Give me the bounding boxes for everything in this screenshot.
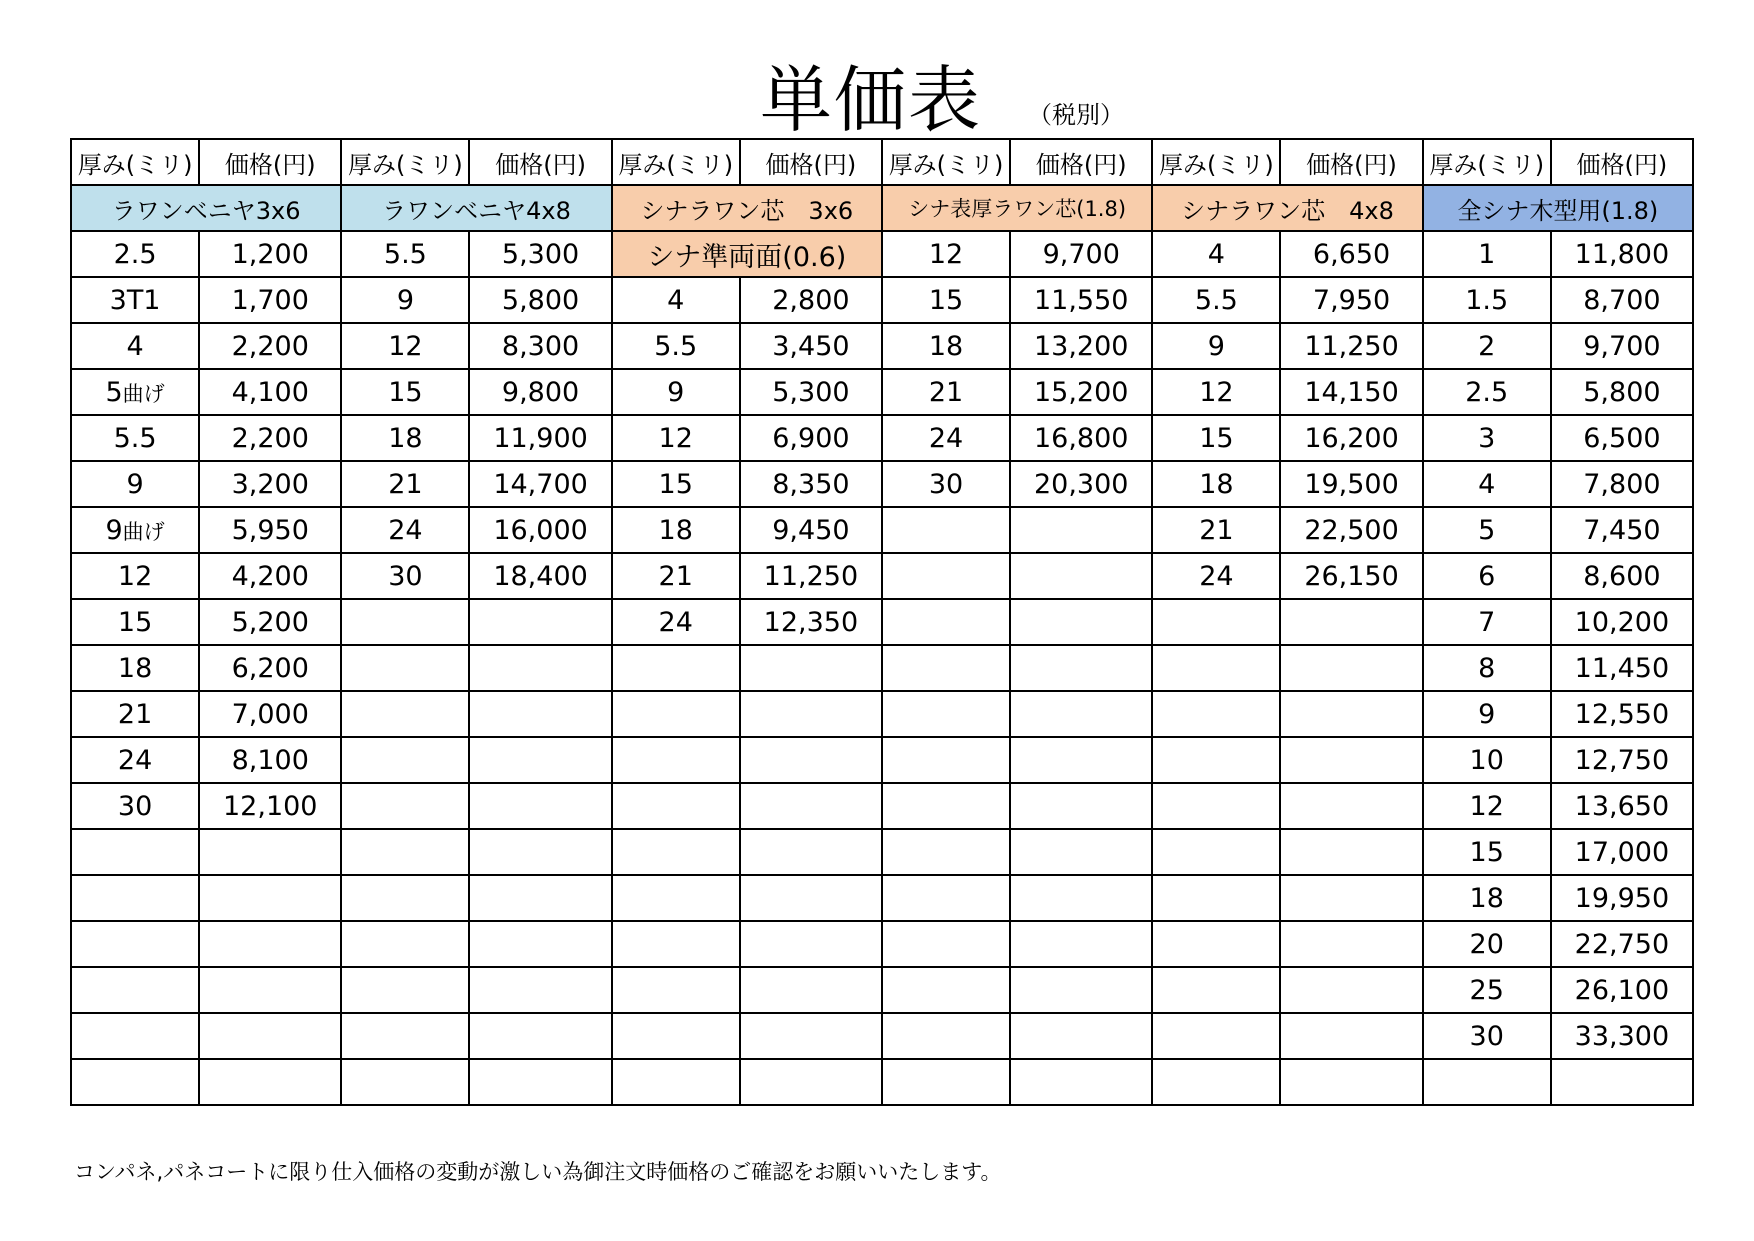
price-cell: 11,250 [1280, 323, 1422, 369]
thickness-cell: 1 [1423, 231, 1551, 277]
thickness-cell [1152, 1013, 1280, 1059]
price-cell: 14,700 [469, 461, 611, 507]
price-cell [1010, 783, 1152, 829]
price-cell [740, 691, 882, 737]
thickness-cell [612, 875, 740, 921]
price-cell [1280, 829, 1422, 875]
thickness-cell: 5.5 [1152, 277, 1280, 323]
price-cell [469, 1059, 611, 1105]
price-cell [740, 645, 882, 691]
thickness-cell [612, 967, 740, 1013]
thickness-cell [882, 507, 1010, 553]
price-cell [1010, 875, 1152, 921]
price-cell [469, 921, 611, 967]
price-cell [469, 967, 611, 1013]
price-cell [469, 691, 611, 737]
table-row [71, 323, 1693, 369]
thickness-cell [612, 691, 740, 737]
header-thickness: 厚み(ミリ) [1152, 139, 1280, 185]
thickness-cell [612, 645, 740, 691]
thickness-cell [1152, 921, 1280, 967]
price-cell: 2,200 [199, 323, 341, 369]
thickness-cell: 5.5 [341, 231, 469, 277]
thickness-cell: 2 [1423, 323, 1551, 369]
price-cell [1010, 967, 1152, 1013]
table-row [71, 507, 1693, 553]
thickness-cell: 9 [612, 369, 740, 415]
thickness-cell: 21 [71, 691, 199, 737]
price-cell [1010, 921, 1152, 967]
header-price: 価格(円) [1010, 139, 1152, 185]
thickness-cell: 15 [341, 369, 469, 415]
thickness-cell: 12 [1152, 369, 1280, 415]
thickness-cell: 18 [1152, 461, 1280, 507]
thickness-cell: 12 [341, 323, 469, 369]
thickness-cell [1152, 737, 1280, 783]
thickness-cell: 18 [882, 323, 1010, 369]
price-cell: 5,800 [469, 277, 611, 323]
thickness-cell [882, 691, 1010, 737]
price-cell: 12,550 [1551, 691, 1693, 737]
thickness-cell: 12 [71, 553, 199, 599]
price-cell: 3,200 [199, 461, 341, 507]
thickness-cell: 25 [1423, 967, 1551, 1013]
price-cell: 8,600 [1551, 553, 1693, 599]
table-row [71, 645, 1693, 691]
thickness-cell: 9 [341, 277, 469, 323]
price-cell: 8,100 [199, 737, 341, 783]
price-cell [740, 829, 882, 875]
price-cell [1010, 1059, 1152, 1105]
thickness-cell: 9 [1423, 691, 1551, 737]
thickness-cell [341, 829, 469, 875]
price-cell: 13,650 [1551, 783, 1693, 829]
price-cell: 13,200 [1010, 323, 1152, 369]
group-shina-lauan-core-3x6: シナラワン芯 3x6 [612, 185, 882, 231]
price-cell [199, 967, 341, 1013]
thickness-cell [612, 921, 740, 967]
thickness-cell: 18 [612, 507, 740, 553]
thickness-cell [341, 875, 469, 921]
thickness-cell: 9 [71, 461, 199, 507]
price-cell: 9,800 [469, 369, 611, 415]
price-cell: 18,400 [469, 553, 611, 599]
thickness-cell [341, 921, 469, 967]
thickness-cell: 15 [882, 277, 1010, 323]
price-cell [469, 599, 611, 645]
thickness-cell: 18 [1423, 875, 1551, 921]
thickness-cell: 5 [1423, 507, 1551, 553]
thickness-cell: 1.5 [1423, 277, 1551, 323]
thickness-cell [882, 1059, 1010, 1105]
thickness-cell: 30 [341, 553, 469, 599]
price-cell: 8,350 [740, 461, 882, 507]
thickness-cell: 7 [1423, 599, 1551, 645]
thickness-cell: 12 [1423, 783, 1551, 829]
price-cell: 11,250 [740, 553, 882, 599]
price-cell: 22,750 [1551, 921, 1693, 967]
price-cell: 7,450 [1551, 507, 1693, 553]
price-cell [199, 921, 341, 967]
thickness-cell [882, 783, 1010, 829]
group-shina-thick-lauan-core-label: シナ表厚ラワン芯(1.8) [908, 197, 1127, 221]
price-cell: 8,700 [1551, 277, 1693, 323]
thickness-cell [341, 691, 469, 737]
header-price: 価格(円) [1280, 139, 1422, 185]
price-cell [1280, 599, 1422, 645]
header-thickness: 厚み(ミリ) [612, 139, 740, 185]
price-cell: 19,950 [1551, 875, 1693, 921]
price-cell: 6,200 [199, 645, 341, 691]
price-cell [1551, 1059, 1693, 1105]
price-cell: 3,450 [740, 323, 882, 369]
thickness-cell: 12 [882, 231, 1010, 277]
table-row [71, 369, 1693, 415]
price-cell [1280, 1059, 1422, 1105]
price-cell: 15,200 [1010, 369, 1152, 415]
thickness-cell [341, 1059, 469, 1105]
thickness-cell: 6 [1423, 553, 1551, 599]
thickness-cell [1152, 875, 1280, 921]
price-cell: 26,150 [1280, 553, 1422, 599]
header-price: 価格(円) [1551, 139, 1693, 185]
table-row [71, 553, 1693, 599]
thickness-cell: 24 [612, 599, 740, 645]
thickness-cell: 15 [1152, 415, 1280, 461]
price-cell [740, 875, 882, 921]
thickness-cell: 8 [1423, 645, 1551, 691]
thickness-cell [882, 1013, 1010, 1059]
thickness-cell [882, 737, 1010, 783]
thickness-cell: 21 [882, 369, 1010, 415]
thickness-cell: 15 [71, 599, 199, 645]
price-cell [1280, 691, 1422, 737]
thickness-cell: 24 [341, 507, 469, 553]
price-cell: 9,700 [1551, 323, 1693, 369]
group-shina-thick-lauan-core [882, 185, 1152, 231]
price-cell [469, 737, 611, 783]
thickness-cell [1152, 967, 1280, 1013]
price-cell: 16,200 [1280, 415, 1422, 461]
price-cell [1010, 1013, 1152, 1059]
price-cell: 7,000 [199, 691, 341, 737]
group-shina-lauan-core-4x8: シナラワン芯 4x8 [1152, 185, 1422, 231]
table-row [71, 921, 1693, 967]
thickness-cell [71, 1013, 199, 1059]
subgroup-shina-semi-double: シナ準両面(0.6) [612, 231, 882, 277]
price-cell [469, 645, 611, 691]
thickness-cell [71, 1059, 199, 1105]
group-row [71, 185, 1693, 231]
bend-suffix: 曲げ [122, 381, 165, 406]
group-lauan-3x6: ラワンベニヤ3x6 [71, 185, 341, 231]
thickness-cell: 12 [612, 415, 740, 461]
price-cell [1280, 783, 1422, 829]
header-thickness: 厚み(ミリ) [341, 139, 469, 185]
thickness-cell: 2.5 [1423, 369, 1551, 415]
table-row [71, 875, 1693, 921]
thickness-cell [341, 645, 469, 691]
price-cell: 8,300 [469, 323, 611, 369]
header-row [71, 139, 1693, 185]
price-cell [199, 875, 341, 921]
thickness-value: 5 [105, 376, 123, 408]
price-cell: 2,200 [199, 415, 341, 461]
price-cell: 33,300 [1551, 1013, 1693, 1059]
thickness-cell [882, 645, 1010, 691]
price-cell: 11,900 [469, 415, 611, 461]
price-cell: 19,500 [1280, 461, 1422, 507]
price-cell: 7,800 [1551, 461, 1693, 507]
thickness-cell [341, 1013, 469, 1059]
thickness-cell [612, 829, 740, 875]
thickness-cell [71, 967, 199, 1013]
price-cell [740, 737, 882, 783]
price-cell: 1,700 [199, 277, 341, 323]
table-row [71, 599, 1693, 645]
price-cell: 6,500 [1551, 415, 1693, 461]
thickness-cell: 30 [882, 461, 1010, 507]
price-cell: 11,800 [1551, 231, 1693, 277]
price-cell: 22,500 [1280, 507, 1422, 553]
bend-suffix: 曲げ [122, 519, 165, 544]
price-cell [740, 1013, 882, 1059]
thickness-cell [882, 599, 1010, 645]
price-cell: 11,450 [1551, 645, 1693, 691]
thickness-cell: 9 [1152, 323, 1280, 369]
thickness-cell [882, 967, 1010, 1013]
price-cell: 12,750 [1551, 737, 1693, 783]
footer-note: コンパネ,パネコートに限り仕入価格の変動が激しい為御注文時価格のご確認をお願いいたします。 [74, 1160, 1002, 1184]
thickness-cell [341, 599, 469, 645]
thickness-cell: 30 [71, 783, 199, 829]
thickness-cell [612, 1059, 740, 1105]
price-cell: 7,950 [1280, 277, 1422, 323]
price-cell: 9,450 [740, 507, 882, 553]
group-lauan-4x8: ラワンベニヤ4x8 [341, 185, 611, 231]
thickness-cell [71, 829, 199, 875]
tax-note: （税別） [1028, 101, 1124, 129]
price-cell: 2,800 [740, 277, 882, 323]
thickness-cell [882, 553, 1010, 599]
table-row [71, 415, 1693, 461]
price-cell: 20,300 [1010, 461, 1152, 507]
thickness-cell [71, 875, 199, 921]
table-row [71, 691, 1693, 737]
price-cell [740, 921, 882, 967]
price-cell [1280, 1013, 1422, 1059]
thickness-cell: 3T1 [71, 277, 199, 323]
thickness-cell: 21 [341, 461, 469, 507]
thickness-cell [882, 921, 1010, 967]
thickness-cell [1152, 783, 1280, 829]
thickness-cell: 4 [1423, 461, 1551, 507]
price-cell: 14,150 [1280, 369, 1422, 415]
thickness-cell: 30 [1423, 1013, 1551, 1059]
thickness-cell: 4 [1152, 231, 1280, 277]
price-cell [199, 1013, 341, 1059]
price-cell: 4,100 [199, 369, 341, 415]
price-cell: 11,550 [1010, 277, 1152, 323]
thickness-cell: 21 [1152, 507, 1280, 553]
header-thickness: 厚み(ミリ) [1423, 139, 1551, 185]
price-cell: 6,900 [740, 415, 882, 461]
price-cell [1280, 645, 1422, 691]
thickness-cell [341, 737, 469, 783]
price-cell [1280, 921, 1422, 967]
thickness-cell [71, 921, 199, 967]
thickness-cell [1152, 1059, 1280, 1105]
thickness-cell: 5.5 [71, 415, 199, 461]
table-row [71, 783, 1693, 829]
price-cell: 16,000 [469, 507, 611, 553]
table-row [71, 1059, 1693, 1105]
thickness-value: 9 [105, 514, 123, 546]
table-row [71, 967, 1693, 1013]
price-cell: 10,200 [1551, 599, 1693, 645]
price-cell: 12,350 [740, 599, 882, 645]
thickness-cell: 15 [1423, 829, 1551, 875]
price-cell [1010, 599, 1152, 645]
thickness-cell [612, 1013, 740, 1059]
price-cell: 5,200 [199, 599, 341, 645]
thickness-cell [1152, 645, 1280, 691]
thickness-cell [341, 967, 469, 1013]
price-cell [469, 875, 611, 921]
thickness-cell: 15 [612, 461, 740, 507]
thickness-cell: 3 [1423, 415, 1551, 461]
table-row [71, 231, 1693, 277]
price-cell [1010, 507, 1152, 553]
thickness-cell [1152, 691, 1280, 737]
price-cell: 6,650 [1280, 231, 1422, 277]
header-thickness: 厚み(ミリ) [882, 139, 1010, 185]
thickness-cell: 24 [882, 415, 1010, 461]
thickness-cell [71, 507, 199, 553]
header-price: 価格(円) [469, 139, 611, 185]
price-cell: 5,800 [1551, 369, 1693, 415]
price-cell [469, 829, 611, 875]
thickness-cell [882, 875, 1010, 921]
price-cell [740, 783, 882, 829]
price-table [70, 138, 1694, 1106]
price-cell: 26,100 [1551, 967, 1693, 1013]
table-row [71, 461, 1693, 507]
price-cell [740, 967, 882, 1013]
thickness-cell [1152, 599, 1280, 645]
table-row [71, 737, 1693, 783]
title-area [0, 60, 1754, 140]
thickness-cell: 18 [341, 415, 469, 461]
thickness-cell [1152, 829, 1280, 875]
thickness-cell: 24 [71, 737, 199, 783]
price-cell: 17,000 [1551, 829, 1693, 875]
price-cell [1280, 967, 1422, 1013]
price-cell: 12,100 [199, 783, 341, 829]
price-cell [199, 829, 341, 875]
thickness-cell: 21 [612, 553, 740, 599]
table-row [71, 277, 1693, 323]
thickness-cell [882, 829, 1010, 875]
table-row [71, 829, 1693, 875]
thickness-cell: 18 [71, 645, 199, 691]
thickness-cell [612, 737, 740, 783]
price-cell [1010, 737, 1152, 783]
header-thickness: 厚み(ミリ) [71, 139, 199, 185]
thickness-cell: 4 [71, 323, 199, 369]
price-cell [199, 1059, 341, 1105]
price-cell [1280, 737, 1422, 783]
price-cell: 16,800 [1010, 415, 1152, 461]
thickness-cell [71, 369, 199, 415]
price-cell [469, 783, 611, 829]
page-title: 単価表 [760, 58, 983, 142]
price-cell: 4,200 [199, 553, 341, 599]
table-row [71, 1013, 1693, 1059]
price-cell: 5,300 [740, 369, 882, 415]
thickness-cell: 24 [1152, 553, 1280, 599]
thickness-cell: 10 [1423, 737, 1551, 783]
group-all-shina-mold: 全シナ木型用(1.8) [1423, 185, 1693, 231]
thickness-cell: 4 [612, 277, 740, 323]
price-cell [1010, 829, 1152, 875]
header-price: 価格(円) [740, 139, 882, 185]
thickness-cell [341, 783, 469, 829]
price-cell [1010, 553, 1152, 599]
price-cell [1280, 875, 1422, 921]
thickness-cell [612, 783, 740, 829]
price-cell: 5,950 [199, 507, 341, 553]
header-price: 価格(円) [199, 139, 341, 185]
price-cell: 9,700 [1010, 231, 1152, 277]
price-cell [1010, 691, 1152, 737]
price-cell [1010, 645, 1152, 691]
thickness-cell: 20 [1423, 921, 1551, 967]
thickness-cell: 2.5 [71, 231, 199, 277]
price-cell [740, 1059, 882, 1105]
thickness-cell [1423, 1059, 1551, 1105]
price-cell [469, 1013, 611, 1059]
price-cell: 5,300 [469, 231, 611, 277]
thickness-cell: 5.5 [612, 323, 740, 369]
price-cell: 1,200 [199, 231, 341, 277]
